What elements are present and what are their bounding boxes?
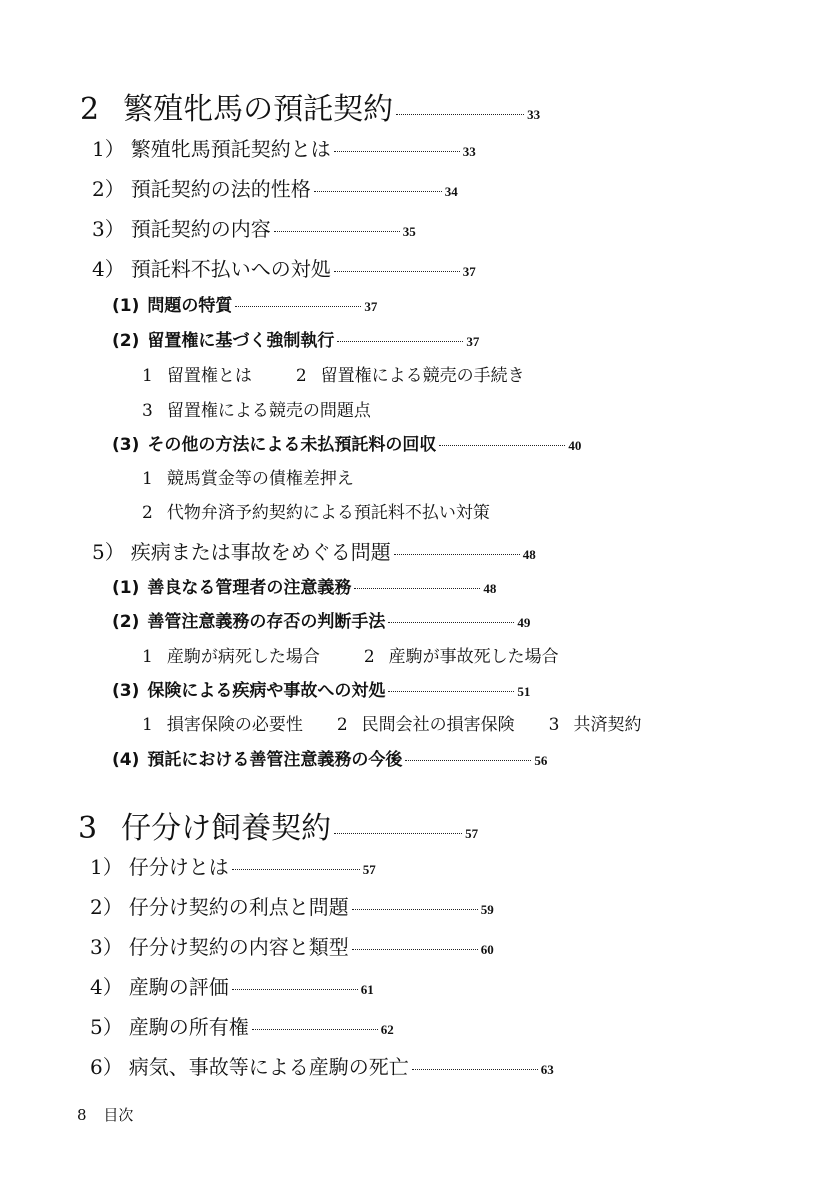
page-number: 37: [364, 299, 378, 314]
page-number: 33: [527, 107, 541, 122]
subentry-number: 2: [363, 647, 375, 667]
entry-number: 2）: [92, 177, 125, 201]
subentry-number: 1: [142, 366, 153, 386]
heading-title: 繁殖牝馬の預託契約: [123, 92, 394, 127]
entry-number: 3）: [92, 217, 125, 241]
page-number: 61: [360, 982, 374, 997]
subentry-number: 1: [142, 469, 153, 489]
toc-heading[interactable]: [80, 84, 540, 128]
subentry-title: 代物弁済予約契約による預託料不払い対策: [166, 503, 490, 523]
entry-number: (3): [112, 681, 140, 701]
toc-entry[interactable]: [92, 536, 536, 565]
toc-entry[interactable]: [112, 291, 377, 316]
entry-number: 1）: [90, 855, 123, 879]
subentry-title: 留置権とは: [166, 366, 252, 386]
entry-number: 5）: [90, 1015, 123, 1039]
subentry-title: 競馬賞金等の債権差押え: [166, 469, 354, 489]
dot-leader: [334, 151, 460, 152]
dot-leader: [394, 554, 520, 555]
page-number: 56: [534, 753, 548, 768]
subentry-number: 3: [142, 401, 153, 421]
entry-title: 善管注意義務の存否の判断手法: [147, 612, 386, 632]
entry-number: 4）: [92, 257, 125, 281]
entry-number: (2): [112, 331, 140, 351]
entry-title: 病気、事故等による産駒の死亡: [128, 1055, 409, 1079]
entry-number: (4): [112, 750, 140, 770]
toc-entry[interactable]: [112, 607, 530, 632]
subentry-title: 産駒が事故死した場合: [388, 647, 559, 667]
page-number: 37: [462, 264, 476, 279]
toc-subentry-row[interactable]: [142, 361, 525, 386]
entry-title: 産駒の所有権: [128, 1015, 249, 1039]
subentry-number: 1: [142, 715, 153, 735]
toc-entry[interactable]: [112, 573, 496, 598]
dot-leader: [352, 909, 478, 910]
subentry-title: 産駒が病死した場合: [166, 647, 320, 667]
dot-leader: [337, 341, 463, 342]
dot-leader: [274, 231, 400, 232]
toc-entry[interactable]: [112, 676, 530, 701]
page-number: 63: [540, 1062, 554, 1077]
entry-number: 4）: [90, 975, 123, 999]
page-number: 59: [480, 902, 494, 917]
entry-title: 預託契約の内容: [130, 217, 271, 241]
entry-title: 預託契約の法的性格: [130, 177, 311, 201]
page-number: 62: [380, 1022, 394, 1037]
page-number: 48: [522, 547, 536, 562]
toc-entry[interactable]: [92, 173, 458, 202]
entry-title: 繁殖牝馬預託契約とは: [130, 137, 331, 161]
subentry-title: 共済契約: [573, 715, 642, 735]
toc-entry[interactable]: [92, 253, 476, 282]
dot-leader: [354, 588, 480, 589]
dot-leader: [334, 271, 460, 272]
dot-leader: [252, 1029, 378, 1030]
toc-entry[interactable]: [112, 326, 479, 351]
entry-title: 仔分け契約の利点と問題: [128, 895, 349, 919]
page-number: 33: [462, 144, 476, 159]
toc-entry[interactable]: [90, 971, 374, 1000]
toc-entry[interactable]: [90, 1051, 554, 1080]
entry-title: 保険による疾病や事故への対処: [147, 681, 386, 701]
page-number: 49: [517, 615, 531, 630]
entry-title: 疾病または事故をめぐる問題: [130, 540, 391, 564]
page-number: 37: [466, 334, 480, 349]
subentry-number: 1: [142, 647, 153, 667]
toc-subentry-row[interactable]: [142, 642, 559, 667]
entry-title: 仔分け契約の内容と類型: [128, 935, 349, 959]
subentry-title: 民間会社の損害保険: [361, 715, 515, 735]
dot-leader: [396, 114, 524, 115]
toc-entry[interactable]: [92, 133, 476, 162]
footer-label: 目次: [103, 1106, 134, 1124]
heading-number: 3: [78, 811, 98, 846]
toc-heading[interactable]: [78, 803, 478, 847]
entry-number: 2）: [90, 895, 123, 919]
entry-number: 3）: [90, 935, 123, 959]
entry-title: 産駒の評価: [128, 975, 229, 999]
dot-leader: [405, 760, 531, 761]
subentry-number: 2: [295, 366, 307, 386]
page-number: 51: [517, 684, 531, 699]
page-number: 48: [483, 581, 497, 596]
page-number: 35: [402, 224, 416, 239]
entry-title: 留置権に基づく強制執行: [147, 331, 335, 351]
toc-entry[interactable]: [112, 430, 581, 455]
entry-number: 6）: [90, 1055, 123, 1079]
dot-leader: [352, 949, 478, 950]
entry-number: (3): [112, 435, 140, 455]
toc-entry[interactable]: [90, 851, 376, 880]
subentry-number: 2: [142, 503, 153, 523]
entry-number: (2): [112, 612, 140, 632]
page-number: 60: [480, 942, 494, 957]
entry-title: 預託料不払いへの対処: [130, 257, 331, 281]
entry-number: (1): [112, 578, 140, 598]
dot-leader: [412, 1069, 538, 1070]
dot-leader: [235, 306, 361, 307]
entry-number: (1): [112, 296, 140, 316]
entry-title: その他の方法による未払預託料の回収: [147, 435, 437, 455]
page-number: 57: [465, 826, 479, 841]
dot-leader: [232, 869, 360, 870]
subentry-number: 3: [548, 715, 560, 735]
entry-title: 問題の特質: [147, 296, 233, 316]
dot-leader: [388, 691, 514, 692]
toc-subentry-row[interactable]: [142, 710, 641, 735]
toc-subentry-row[interactable]: [142, 396, 371, 421]
toc-entry[interactable]: [92, 213, 416, 242]
subentry-title: 留置権による競売の手続き: [320, 366, 525, 386]
page-number: 40: [568, 438, 582, 453]
toc-subentry-row[interactable]: [142, 464, 354, 489]
toc-entry[interactable]: [90, 931, 494, 960]
dot-leader: [232, 989, 358, 990]
dot-leader: [334, 833, 462, 834]
heading-title: 仔分け飼養契約: [121, 811, 332, 846]
page-footer: [77, 1104, 133, 1125]
entry-number: 5）: [92, 540, 125, 564]
toc-subentry-row[interactable]: [142, 498, 490, 523]
subentry-number: 2: [336, 715, 348, 735]
footer-page-number: 8: [77, 1106, 87, 1124]
dot-leader: [439, 445, 565, 446]
heading-number: 2: [80, 92, 100, 127]
toc-entry[interactable]: [112, 745, 547, 770]
entry-number: 1）: [92, 137, 125, 161]
toc-entry[interactable]: [90, 1011, 394, 1040]
entry-title: 預託における善管注意義務の今後: [147, 750, 403, 770]
dot-leader: [388, 622, 514, 623]
dot-leader: [314, 191, 442, 192]
entry-title: 仔分けとは: [128, 855, 229, 879]
entry-title: 善良なる管理者の注意義務: [147, 578, 352, 598]
subentry-title: 留置権による競売の問題点: [166, 401, 371, 421]
subentry-title: 損害保険の必要性: [166, 715, 303, 735]
toc-entry[interactable]: [90, 891, 494, 920]
page-number: 57: [362, 862, 376, 877]
page-number: 34: [444, 184, 458, 199]
